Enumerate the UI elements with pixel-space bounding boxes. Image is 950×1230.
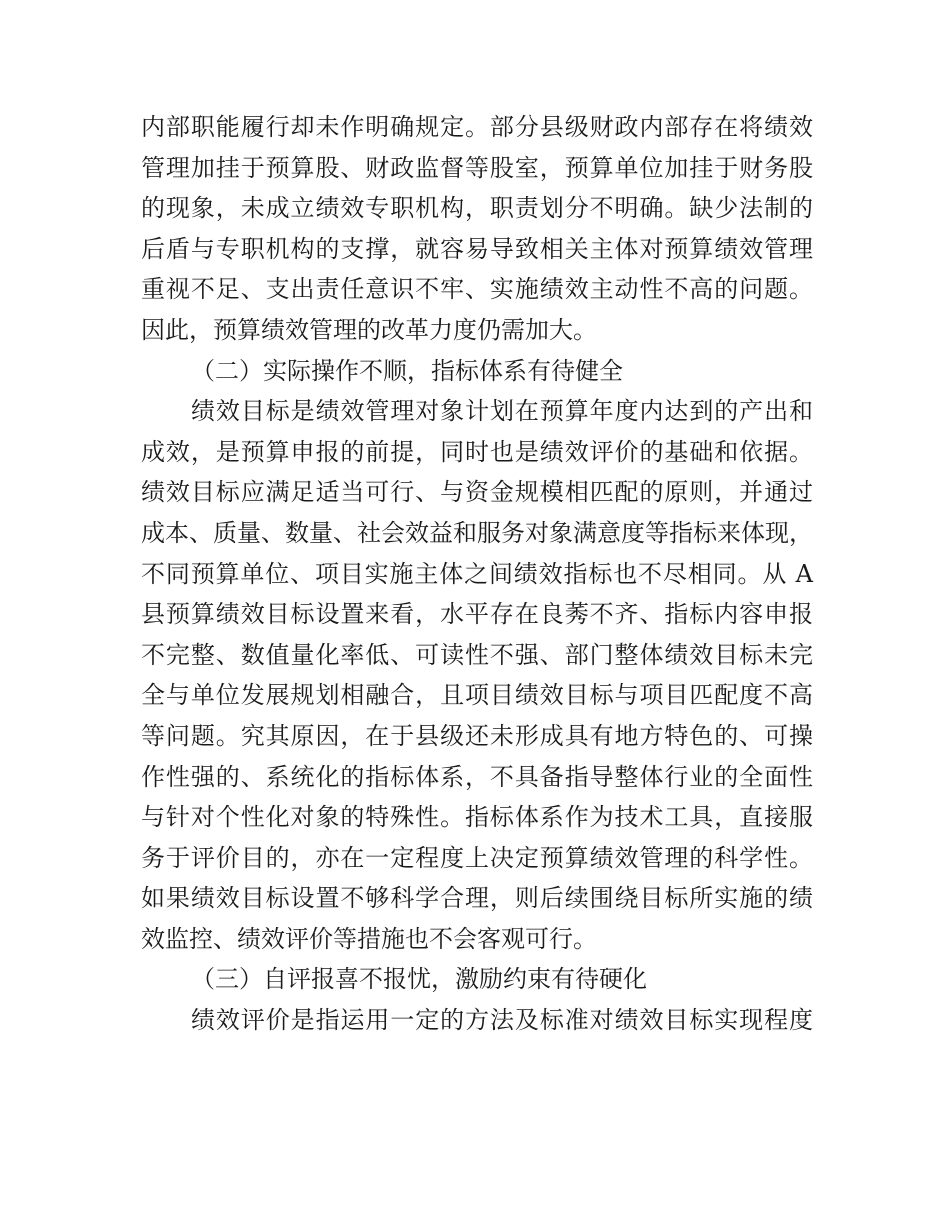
paragraph-line: 绩效目标是绩效管理对象计划在预算年度内达到的产出和 [191, 397, 813, 426]
paragraph-line: 成效，是预算申报的前提，同时也是绩效评价的基础和依据。 [141, 437, 813, 466]
section-heading: （三）自评报喜不报忧，激励约束有待硬化 [191, 965, 647, 994]
paragraph-line: 务于评价目的，亦在一定程度上决定预算绩效管理的科学性。 [141, 843, 813, 872]
paragraph-line: 效监控、绩效评价等措施也不会客观可行。 [141, 924, 597, 953]
paragraph-line: 重视不足、支出责任意识不牢、实施绩效主动性不高的问题。 [141, 275, 813, 304]
paragraph-line: 县预算绩效目标设置来看，水平存在良莠不齐、指标内容申报 [141, 600, 813, 629]
paragraph-line: 绩效目标应满足适当可行、与资金规模相匹配的原则，并通过 [141, 478, 813, 507]
paragraph-line: 的现象，未成立绩效专职机构，职责划分不明确。缺少法制的 [141, 194, 813, 223]
paragraph-line: 等问题。究其原因，在于县级还未形成具有地方特色的、可操 [141, 721, 813, 750]
document-body [141, 107, 813, 1041]
section-heading: （二）实际操作不顺，指标体系有待健全 [191, 356, 623, 385]
paragraph-line: 不完整、数值量化率低、可读性不强、部门整体绩效目标未完 [141, 640, 813, 669]
paragraph-line: 作性强的、系统化的指标体系，不具备指导整体行业的全面性 [141, 762, 813, 791]
paragraph-line: 内部职能履行却未作明确规定。部分县级财政内部存在将绩效 [141, 113, 813, 141]
paragraph-line: 如果绩效目标设置不够科学合理，则后续围绕目标所实施的绩 [141, 884, 813, 913]
paragraph-line: 因此，预算绩效管理的改革力度仍需加大。 [141, 315, 597, 344]
paragraph-line: 后盾与专职机构的支撑，就容易导致相关主体对预算绩效管理 [141, 234, 813, 263]
paragraph-line: 成本、质量、数量、社会效益和服务对象满意度等指标来体现， [141, 518, 813, 547]
paragraph-line: 与针对个性化对象的特殊性。指标体系作为技术工具，直接服 [141, 803, 813, 832]
paragraph-line: 不同预算单位、项目实施主体之间绩效指标也不尽相同。从 A [141, 559, 813, 588]
paragraph-line: 管理加挂于预算股、财政监督等股室，预算单位加挂于财务股 [141, 153, 813, 182]
paragraph-line: 绩效评价是指运用一定的方法及标准对绩效目标实现程度 [191, 1006, 813, 1035]
paragraph-line: 全与单位发展规划相融合，且项目绩效目标与项目匹配度不高 [141, 681, 813, 710]
